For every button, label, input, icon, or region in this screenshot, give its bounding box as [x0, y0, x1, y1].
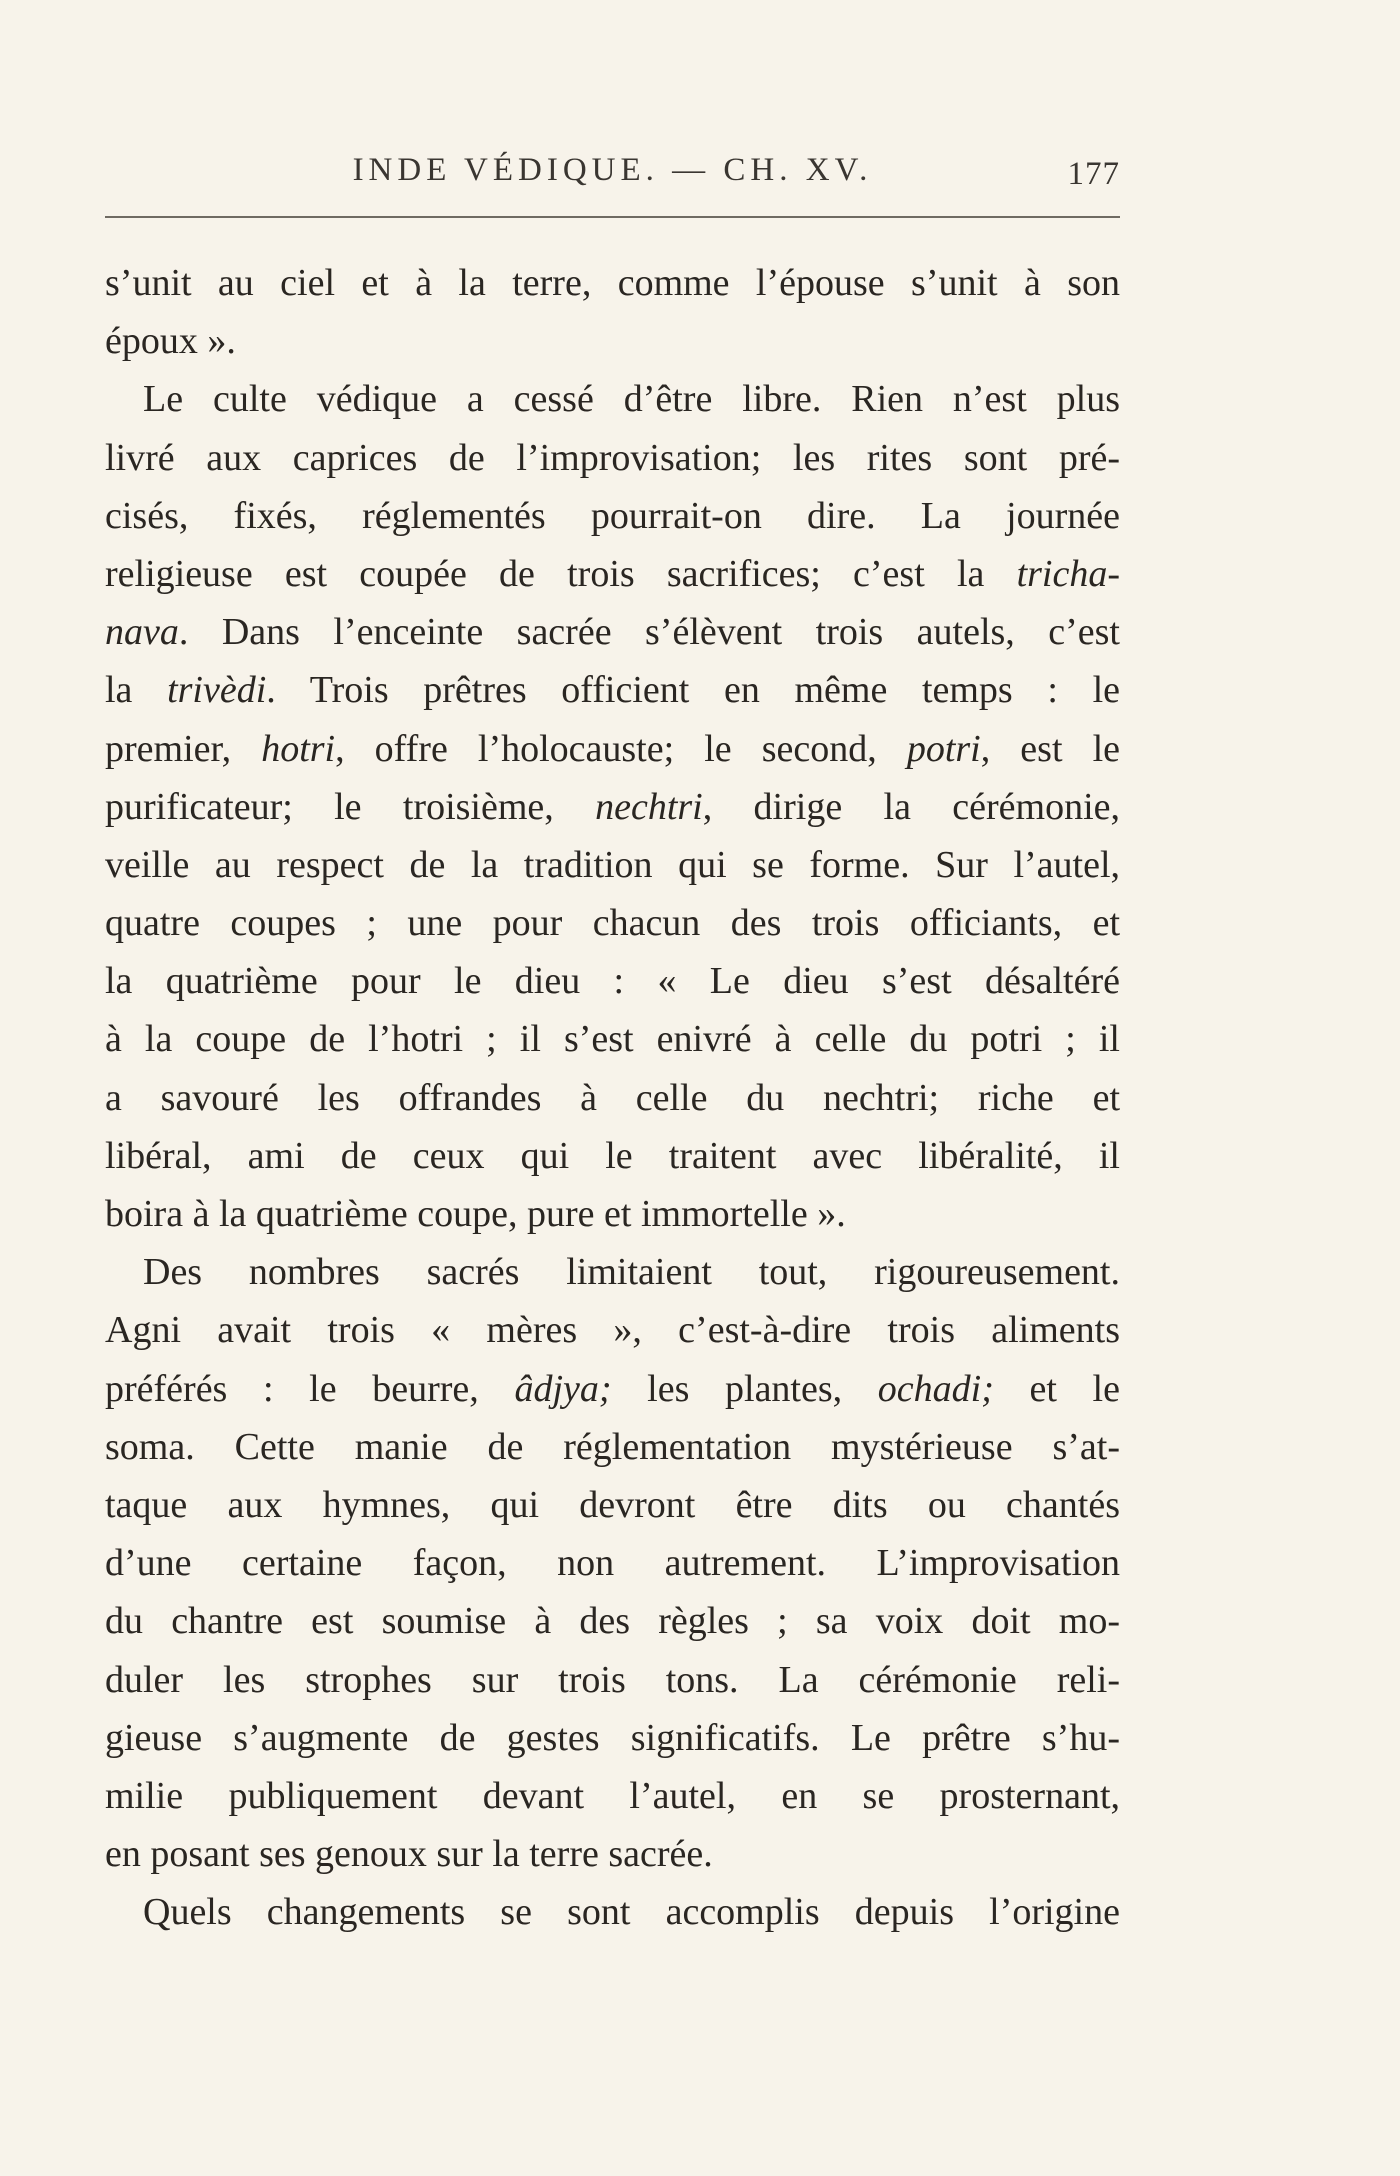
text-line: du chantre est soumise à des règles ; sa voix doit mo- — [105, 1600, 1120, 1643]
text-line: préférés : le beurre, âdjya; les plantes, ochadi; et le — [105, 1367, 1120, 1410]
text-line: soma. Cette manie de réglementation mystérieuse s’at- — [105, 1425, 1120, 1468]
italic-term: potri — [906, 727, 981, 770]
italic-term: nava — [105, 611, 179, 654]
italic-term: tricha- — [1016, 552, 1120, 595]
text-line: a savouré les offrandes à celle du nechtri; riche et — [105, 1076, 1120, 1119]
running-head — [105, 152, 1120, 202]
text-line: en posant ses genoux sur la terre sacrée. — [105, 1833, 713, 1876]
text-line: époux ». — [105, 320, 236, 363]
italic-term: hotri — [261, 727, 336, 770]
text-line: livré aux caprices de l’improvisation; les rites sont pré- — [105, 436, 1120, 479]
text-line: nava. Dans l’enceinte sacrée s’élèvent trois autels, c’est — [105, 611, 1120, 654]
header-rule — [105, 216, 1120, 218]
text-line: la trivèdi. Trois prêtres officient en même temps : le — [105, 669, 1120, 712]
text-line: purificateur; le troisième, nechtri, dirige la cérémonie, — [105, 785, 1120, 828]
text-line: taque aux hymnes, qui devront être dits ou chantés — [105, 1483, 1120, 1526]
text-line: quatre coupes ; une pour chacun des trois officiants, et — [105, 902, 1120, 945]
text-line: Le culte védique a cessé d’être libre. Rien n’est plus — [143, 378, 1120, 421]
text-line: religieuse est coupée de trois sacrifices; c’est la tricha- — [105, 552, 1120, 595]
text-line: veille au respect de la tradition qui se forme. Sur l’autel, — [105, 843, 1120, 886]
running-title: INDE VÉDIQUE. — CH. XV. — [352, 152, 873, 188]
text-line: premier, hotri, offre l’holocauste; le second, potri, est le — [105, 727, 1120, 770]
text-line: libéral, ami de ceux qui le traitent avec libéralité, il — [105, 1134, 1120, 1177]
text-line: gieuse s’augmente de gestes significatifs. Le prêtre s’hu- — [105, 1716, 1120, 1759]
text-line: la quatrième pour le dieu : « Le dieu s’est désaltéré — [105, 960, 1120, 1003]
italic-term: nechtri — [595, 785, 703, 828]
body-text — [105, 254, 1120, 1941]
text-line: Agni avait trois « mères », c’est-à-dire trois aliments — [105, 1309, 1120, 1352]
text-line: boira à la quatrième coupe, pure et immortelle ». — [105, 1193, 846, 1235]
italic-term: ochadi; — [877, 1367, 994, 1410]
text-line: duler les strophes sur trois tons. La cérémonie reli- — [105, 1658, 1120, 1701]
text-line: s’unit au ciel et à la terre, comme l’épouse s’unit à son — [105, 262, 1120, 304]
text-line: Des nombres sacrés limitaient tout, rigoureusement. — [143, 1251, 1120, 1294]
page-number: 177 — [1067, 156, 1120, 192]
italic-term: âdjya; — [514, 1367, 612, 1410]
text-line: milie publiquement devant l’autel, en se prosternant, — [105, 1774, 1120, 1817]
text-line: à la coupe de l’hotri ; il s’est enivré à celle du potri ; il — [105, 1018, 1120, 1061]
text-line: Quels changements se sont accomplis depuis l’origine — [143, 1891, 1120, 1934]
italic-term: trivèdi — [167, 669, 267, 712]
text-line: cisés, fixés, réglementés pourrait-on dire. La journée — [105, 494, 1120, 537]
text-line: d’une certaine façon, non autrement. L’improvisation — [105, 1542, 1120, 1585]
